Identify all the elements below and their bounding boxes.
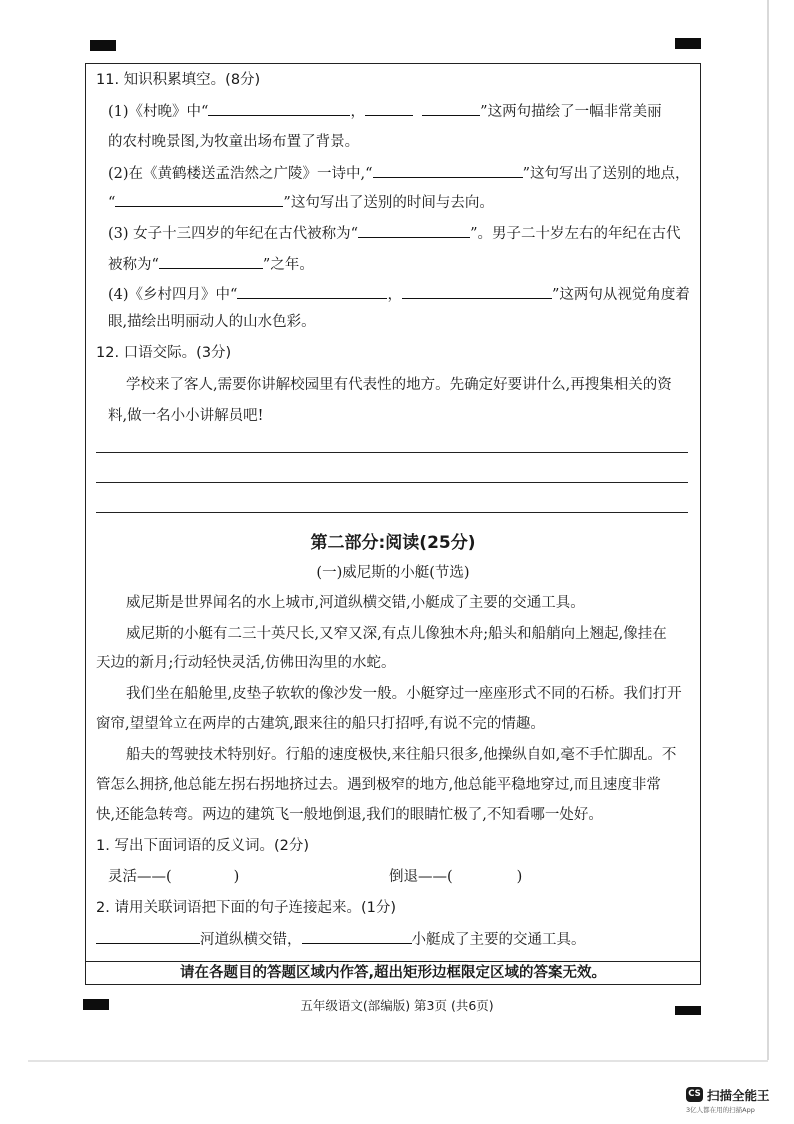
answer-blank[interactable] bbox=[422, 100, 480, 116]
answer-blank[interactable] bbox=[373, 162, 523, 178]
q12-title: 12. 口语交际。(3分) bbox=[96, 345, 232, 361]
q11-item2-line1: (2)在《黄鹤楼送孟浩然之广陵》一诗中,“ ”这句写出了送别的地点， bbox=[108, 162, 689, 184]
passage-paragraph-4-end: 快,还能急转弯。两边的建筑飞一般地倒退,我们的眼睛忙极了,不知看哪一处好。 bbox=[96, 807, 603, 823]
answer-blank[interactable] bbox=[237, 283, 387, 299]
writing-line[interactable] bbox=[96, 512, 688, 513]
passage-paragraph-2-cont: 天边的新月;行动轻快灵活,仿佛田沟里的水蛇。 bbox=[96, 655, 396, 671]
answer-blank[interactable] bbox=[358, 222, 470, 238]
q11-item2-line2: “ ”这句写出了送别的时间与去向。 bbox=[108, 191, 494, 213]
scanner-logo-icon: CS bbox=[686, 1087, 703, 1102]
q12-prompt-line2: 料,做一名小小讲解员吧! bbox=[108, 408, 264, 424]
answer-area-notice: 请在各题目的答题区域内作答,超出矩形边框限定区域的答案无效。 bbox=[86, 961, 700, 985]
writing-line[interactable] bbox=[96, 452, 688, 453]
q11-item1-line1: (1)《村晚》中“ ， ”这两句描绘了一幅非常美丽 bbox=[108, 100, 662, 122]
page-footer: 五年级语文(部编版) 第3页 (共6页) bbox=[300, 998, 494, 1013]
q11-item4-line1: (4)《乡村四月》中“ ， ”这两句从视觉角度着 bbox=[108, 283, 690, 305]
scanner-tagline: 3亿人都在用的扫描App bbox=[686, 1106, 755, 1114]
passage-paragraph-1: 威尼斯是世界闻名的水上城市,河道纵横交错,小艇成了主要的交通工具。 bbox=[126, 595, 585, 611]
passage-paragraph-3-cont: 窗帘,望望耸立在两岸的古建筑,跟来往的船只打招呼,有说不完的情趣。 bbox=[96, 716, 545, 732]
reading-q1-title: 1. 写出下面词语的反义词。(2分) bbox=[96, 838, 309, 854]
writing-line[interactable] bbox=[96, 482, 688, 483]
conjunction-exercise: 河道纵横交错， 小艇成了主要的交通工具。 bbox=[96, 928, 586, 950]
answer-blank[interactable] bbox=[365, 100, 413, 116]
q12-prompt-line1: 学校来了客人,需要你讲解校园里有代表性的地方。先确定好要讲什么,再搜集相关的资 bbox=[126, 377, 672, 393]
page-edge-right bbox=[767, 0, 769, 1060]
answer-blank[interactable] bbox=[96, 928, 200, 944]
section-title: 第二部分:阅读(25分) bbox=[310, 533, 476, 553]
passage-title: (一)威尼斯的小艇(节选) bbox=[316, 565, 470, 581]
reading-q2-title: 2. 请用关联词语把下面的句子连接起来。(1分) bbox=[96, 900, 396, 916]
antonym-item-2: 倒退——( ) bbox=[389, 869, 523, 885]
q11-item3-line1: (3) 女子十三四岁的年纪在古代被称为“ ”。男子二十岁左右的年纪在古代 bbox=[108, 222, 680, 244]
q11-title: 11. 知识积累填空。(8分) bbox=[96, 72, 261, 88]
passage-paragraph-2: 威尼斯的小艇有二三十英尺长,又窄又深,有点儿像独木舟;船头和船艄向上翘起,像挂在 bbox=[126, 626, 667, 642]
q11-item4-line2: 眼,描绘出明丽动人的山水色彩。 bbox=[108, 314, 316, 330]
passage-paragraph-3: 我们坐在船舱里,皮垫子软软的像沙发一般。小艇穿过一座座形式不同的石桥。我们打开 bbox=[126, 686, 682, 702]
alignment-mark-top-left bbox=[90, 40, 116, 51]
passage-paragraph-4: 船夫的驾驶技术特别好。行船的速度极快,来往船只很多,他操纵自如,毫不手忙脚乱。不 bbox=[126, 747, 677, 763]
answer-blank[interactable] bbox=[402, 283, 552, 299]
answer-blank[interactable] bbox=[208, 100, 350, 116]
page-edge-bottom bbox=[28, 1060, 768, 1062]
answer-blank[interactable] bbox=[115, 191, 283, 207]
scanner-app-name: 扫描全能王 bbox=[707, 1088, 770, 1103]
q11-item1-line2: 的农村晚景图,为牧童出场布置了背景。 bbox=[108, 134, 360, 150]
antonym-item-1: 灵活——( ) bbox=[108, 869, 240, 885]
answer-region bbox=[85, 63, 701, 985]
q11-item3-line2: 被称为“ ”之年。 bbox=[108, 253, 314, 275]
answer-blank[interactable] bbox=[302, 928, 412, 944]
passage-paragraph-4-cont: 管怎么拥挤,他总能左拐右拐地挤过去。遇到极窄的地方,他总能平稳地穿过,而且速度非常 bbox=[96, 777, 661, 793]
answer-blank[interactable] bbox=[159, 253, 263, 269]
alignment-mark-top-right bbox=[675, 38, 701, 49]
